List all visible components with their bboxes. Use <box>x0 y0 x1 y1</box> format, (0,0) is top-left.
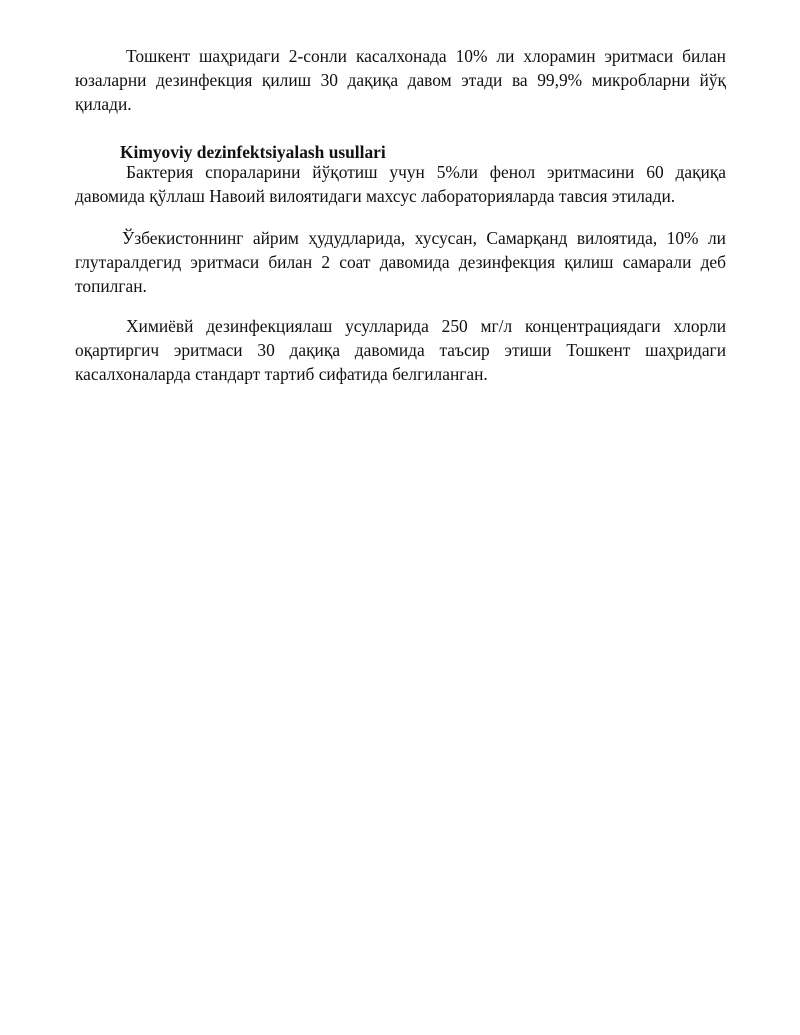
section-heading: Kimyoviy dezinfektsiyalash usullari <box>120 142 386 162</box>
paragraph-chlorine-bleach: Химиёвй дезинфекциялаш усулларида 250 мг/л концентрациядаги хлорли оқартиргич эритмаси 30 дақиқа давомида таъсир этиши Тошкент шаҳридаги касалхоналарда стандарт тартиб сифатида белгиланган. <box>75 316 726 385</box>
paragraph-glutaraldehyde: Ўзбекистоннинг айрим ҳудудларида, хусусан, Самарқанд вилоятида, 10% ли глутаралдегид эритмаси билан 2 соат давомида дезинфекция қилиш самарали деб топилган. <box>75 228 726 297</box>
paragraph-chloramine-disinfection: Тошкент шаҳридаги 2-сонли касалхонада 10% ли хлорамин эритмаси билан юзаларни дезинфекция қилиш 30 дақиқа давом этади ва 99,9% микробларни йўқ қилади. <box>75 46 726 115</box>
paragraph-phenol-spores: Бактерия спораларини йўқотиш учун 5%ли фенол эритмасини 60 дақиқа давомида қўллаш Навоий вилоятидаги махсус лабораторияларда тавсия этилади. <box>75 162 726 207</box>
